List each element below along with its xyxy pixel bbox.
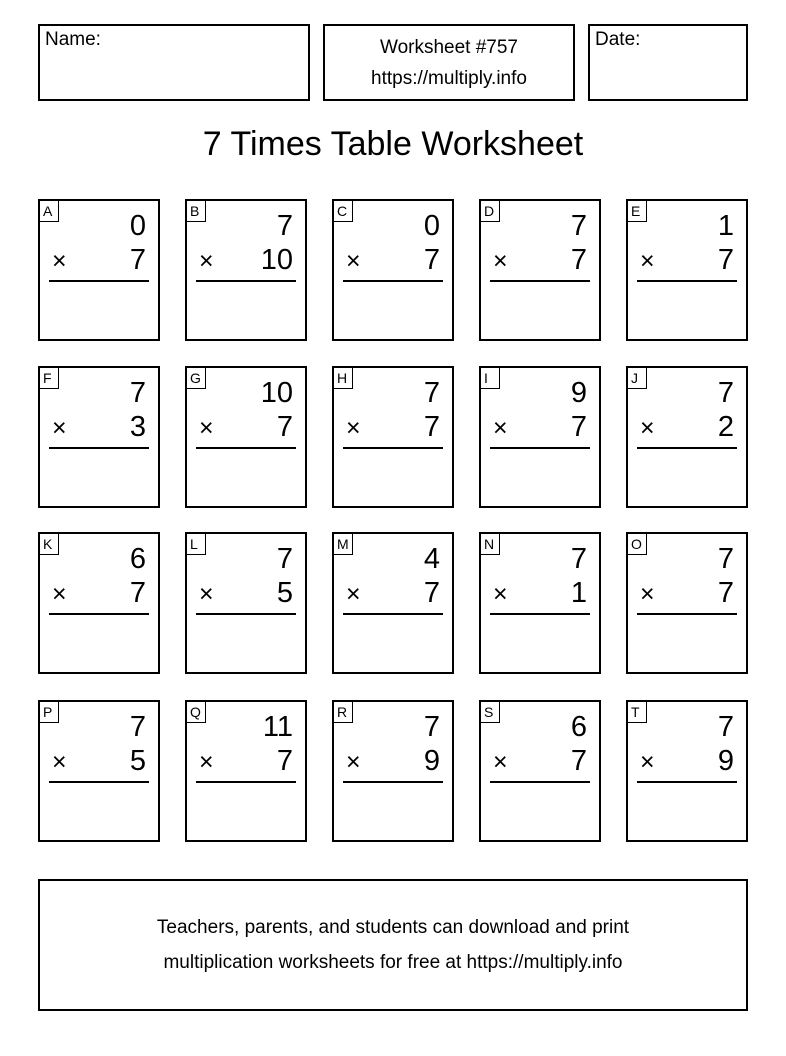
- answer-line: [637, 613, 737, 615]
- worksheet-url: https://multiply.info: [371, 67, 527, 89]
- problem-letter: G: [186, 367, 206, 389]
- problem-bottom-number: 7: [423, 577, 440, 609]
- problem-top-number: 11: [262, 711, 293, 743]
- date-field-box[interactable]: [588, 24, 748, 101]
- problem-bottom-number: 5: [276, 577, 293, 609]
- problem-top-number: 0: [423, 210, 440, 242]
- problem-bottom-number: 7: [129, 577, 146, 609]
- problem-bottom-number: 1: [570, 577, 587, 609]
- problem-card[interactable]: [332, 366, 454, 508]
- problem-letter: Q: [186, 701, 206, 723]
- multiply-sign-icon: ×: [640, 748, 655, 776]
- multiply-sign-icon: ×: [199, 580, 214, 608]
- multiply-sign-icon: ×: [346, 414, 361, 442]
- problem-bottom-number: 2: [717, 411, 734, 443]
- problem-letter: B: [186, 200, 206, 222]
- answer-line: [637, 781, 737, 783]
- problem-bottom-number: 7: [570, 745, 587, 777]
- problem-top-number: 6: [129, 543, 146, 575]
- answer-line: [49, 280, 149, 282]
- answer-line: [49, 447, 149, 449]
- footer-line-2: multiplication worksheets for free at https://multiply.info: [163, 952, 623, 973]
- answer-line: [196, 280, 296, 282]
- multiply-sign-icon: ×: [640, 414, 655, 442]
- problem-card[interactable]: [185, 366, 307, 508]
- problem-letter: O: [627, 533, 647, 555]
- problem-top-number: 7: [129, 377, 146, 409]
- multiply-sign-icon: ×: [199, 414, 214, 442]
- problem-letter: H: [333, 367, 353, 389]
- problem-card[interactable]: [185, 700, 307, 842]
- problem-letter: E: [627, 200, 647, 222]
- multiply-sign-icon: ×: [52, 748, 67, 776]
- problem-card[interactable]: [332, 532, 454, 674]
- problem-letter: K: [39, 533, 59, 555]
- footer-box: [38, 879, 748, 1011]
- problem-card[interactable]: [38, 199, 160, 341]
- problem-letter: L: [186, 533, 206, 555]
- worksheet-info-box: [323, 24, 575, 101]
- problem-card[interactable]: [185, 199, 307, 341]
- problem-top-number: 7: [129, 711, 146, 743]
- problem-top-number: 7: [717, 377, 734, 409]
- multiply-sign-icon: ×: [52, 414, 67, 442]
- problem-bottom-number: 9: [717, 745, 734, 777]
- problem-card[interactable]: [38, 366, 160, 508]
- answer-line: [49, 781, 149, 783]
- problem-top-number: 10: [260, 377, 293, 409]
- problem-bottom-number: 3: [129, 411, 146, 443]
- answer-line: [343, 781, 443, 783]
- answer-line: [196, 613, 296, 615]
- problem-top-number: 7: [570, 543, 587, 575]
- problem-top-number: 6: [570, 711, 587, 743]
- problem-top-number: 9: [570, 377, 587, 409]
- answer-line: [196, 781, 296, 783]
- problem-card[interactable]: [479, 700, 601, 842]
- answer-line: [637, 280, 737, 282]
- problem-bottom-number: 5: [129, 745, 146, 777]
- problem-bottom-number: 7: [570, 411, 587, 443]
- problem-card[interactable]: [185, 532, 307, 674]
- problem-bottom-number: 9: [423, 745, 440, 777]
- problem-bottom-number: 7: [717, 577, 734, 609]
- multiply-sign-icon: ×: [493, 414, 508, 442]
- page-title: 7 Times Table Worksheet: [202, 125, 584, 163]
- problem-top-number: 4: [423, 543, 440, 575]
- multiply-sign-icon: ×: [346, 580, 361, 608]
- multiply-sign-icon: ×: [493, 247, 508, 275]
- problem-letter: D: [480, 200, 500, 222]
- problem-letter: A: [39, 200, 59, 222]
- problem-letter: P: [39, 701, 59, 723]
- problem-card[interactable]: [626, 199, 748, 341]
- multiply-sign-icon: ×: [640, 247, 655, 275]
- problem-top-number: 7: [423, 711, 440, 743]
- answer-line: [196, 447, 296, 449]
- problem-top-number: 7: [570, 210, 587, 242]
- problem-letter: T: [627, 701, 647, 723]
- multiply-sign-icon: ×: [493, 580, 508, 608]
- multiply-sign-icon: ×: [52, 580, 67, 608]
- multiply-sign-icon: ×: [640, 580, 655, 608]
- problem-letter: M: [333, 533, 353, 555]
- problem-bottom-number: 7: [276, 411, 293, 443]
- problem-top-number: 1: [717, 210, 734, 242]
- multiply-sign-icon: ×: [346, 748, 361, 776]
- multiply-sign-icon: ×: [52, 247, 67, 275]
- worksheet-number: Worksheet #757: [379, 36, 518, 58]
- problem-top-number: 7: [423, 377, 440, 409]
- problem-letter: C: [333, 200, 353, 222]
- problem-bottom-number: 7: [570, 244, 587, 276]
- multiply-sign-icon: ×: [199, 247, 214, 275]
- answer-line: [490, 280, 590, 282]
- problem-card[interactable]: [38, 700, 160, 842]
- problem-bottom-number: 7: [423, 411, 440, 443]
- problem-card[interactable]: [479, 532, 601, 674]
- answer-line: [49, 613, 149, 615]
- answer-line: [490, 613, 590, 615]
- date-label: Date:: [595, 29, 641, 50]
- problem-top-number: 7: [276, 210, 293, 242]
- problem-top-number: 7: [717, 543, 734, 575]
- problem-card[interactable]: [626, 532, 748, 674]
- problem-bottom-number: 10: [260, 244, 293, 276]
- problem-card[interactable]: [626, 366, 748, 508]
- problem-letter: J: [627, 367, 647, 389]
- answer-line: [343, 280, 443, 282]
- problem-card[interactable]: [38, 532, 160, 674]
- problem-letter: R: [333, 701, 353, 723]
- answer-line: [343, 447, 443, 449]
- problem-card[interactable]: [626, 700, 748, 842]
- name-label: Name:: [45, 29, 101, 50]
- problem-bottom-number: 7: [129, 244, 146, 276]
- problem-bottom-number: 7: [276, 745, 293, 777]
- problem-top-number: 7: [276, 543, 293, 575]
- problem-top-number: 7: [717, 711, 734, 743]
- problem-letter: F: [39, 367, 59, 389]
- multiply-sign-icon: ×: [346, 247, 361, 275]
- answer-line: [637, 447, 737, 449]
- problem-card[interactable]: [479, 366, 601, 508]
- problem-card[interactable]: [332, 199, 454, 341]
- problem-letter: N: [480, 533, 500, 555]
- problem-letter: S: [480, 701, 500, 723]
- answer-line: [343, 613, 443, 615]
- problem-card[interactable]: [332, 700, 454, 842]
- problem-card[interactable]: [479, 199, 601, 341]
- answer-line: [490, 781, 590, 783]
- problem-bottom-number: 7: [717, 244, 734, 276]
- problem-letter: I: [480, 367, 500, 389]
- answer-line: [490, 447, 590, 449]
- multiply-sign-icon: ×: [199, 748, 214, 776]
- name-field-box[interactable]: [38, 24, 310, 101]
- problem-bottom-number: 7: [423, 244, 440, 276]
- problem-top-number: 0: [129, 210, 146, 242]
- multiply-sign-icon: ×: [493, 748, 508, 776]
- footer-line-1: Teachers, parents, and students can download and print: [156, 917, 630, 938]
